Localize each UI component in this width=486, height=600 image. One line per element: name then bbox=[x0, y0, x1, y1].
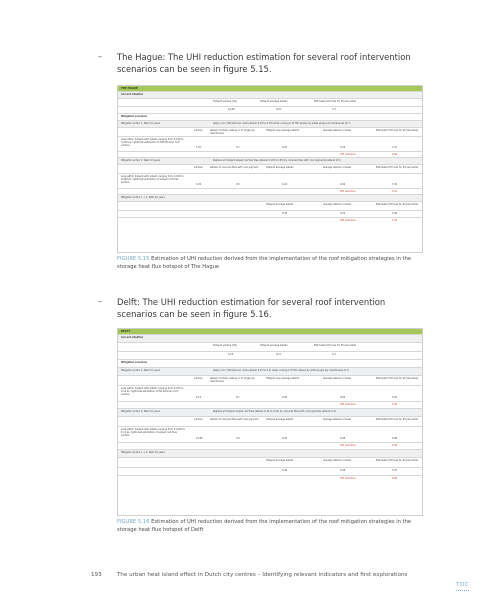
table-row bbox=[118, 127, 422, 136]
section-intro-delft: Delft: The UHI reduction estimation for several roof intervention scenarios can be seen in figure 5.16. bbox=[117, 297, 386, 319]
value-cell: 3.4 bbox=[332, 108, 336, 111]
reduction-value: 0.39 bbox=[392, 403, 398, 406]
table-row bbox=[118, 475, 422, 482]
table-row bbox=[118, 449, 422, 457]
toc-underline bbox=[456, 590, 469, 591]
value-cell: 3.97 bbox=[392, 469, 398, 472]
table-row bbox=[118, 217, 422, 223]
reduction-value: 0.34 bbox=[392, 444, 398, 447]
header-cell: Estimated UHI max for 95 percentile bbox=[376, 166, 418, 169]
table-row bbox=[118, 442, 422, 449]
header-cell: Estimated UHI max for 95 percentile bbox=[376, 377, 418, 380]
reduction-label: UHI reduction bbox=[340, 219, 356, 222]
table-row bbox=[118, 106, 422, 113]
value-cell: 44.48 bbox=[228, 108, 235, 111]
value-cell: 0.19 bbox=[340, 212, 346, 215]
row-label: Mitigation action 2: Next 10 years bbox=[121, 410, 160, 413]
bullet-dash: – bbox=[98, 296, 103, 306]
figure-caption bbox=[117, 518, 427, 534]
value-cell: 0.20 bbox=[282, 396, 288, 399]
header-cell: Hotspot average albedo bbox=[266, 459, 294, 462]
reduction-value: 0.85 bbox=[392, 477, 398, 480]
row-label: Mitigation action 1 + 2: Next 10 years bbox=[121, 451, 165, 454]
table-row bbox=[118, 201, 422, 210]
row-description: Replace all hotspot sloped roof tiles (albedo 0.14 to 0.22) by coloured tiles with cool pigments (albedo 0.5) bbox=[213, 410, 336, 413]
header-cell: Hotspot average albedo bbox=[266, 166, 294, 169]
header-cell: surface bbox=[194, 377, 203, 380]
header-cell: Estimated UHI max for 95 percentile bbox=[376, 418, 418, 421]
header-cell: surface bbox=[194, 418, 203, 421]
header-cell: Hotspot average albedo bbox=[260, 100, 288, 103]
row-label: Mitigation action 1: Next 10 years bbox=[121, 122, 160, 125]
value-cell: 4.3 bbox=[332, 353, 336, 356]
value-cell: 3.86 bbox=[392, 437, 398, 440]
row-label: Current situation bbox=[121, 93, 144, 96]
row-label: Area within hotspot with albedo ranging from 0.145 to 0.216 as 'rightmost estimation of flat bitumen roof' surface bbox=[121, 138, 184, 147]
header-cell: Estimated UHI max for 95 percentile bbox=[314, 344, 356, 347]
table-row bbox=[118, 157, 422, 164]
table-row bbox=[118, 408, 422, 416]
header-cell: Hotspot average albedo bbox=[266, 203, 294, 206]
caption-label: FIGURE 5.16 bbox=[117, 519, 150, 525]
header-cell: Estimated UHI max for 95 percentile bbox=[314, 100, 356, 103]
header-cell: Estimated UHI max for 95 percentile bbox=[376, 459, 418, 462]
row-label: Area within hotspot with albedo ranging from 0.196 to 0.228 as 'rightmost estimation of sloped roof tiles' surface bbox=[121, 175, 184, 184]
row-label: Mitigation scenarios bbox=[121, 115, 148, 118]
header-cell: Estimated UHI max for 95 percentile bbox=[376, 203, 418, 206]
figure-table-the-hague bbox=[117, 85, 423, 253]
value-cell: 0.7 bbox=[236, 146, 240, 149]
table-row bbox=[118, 359, 422, 367]
caption-text: Estimation of UHI reduction derived from the implementation of the roof mitigation strategies in the storage heat flux hotspot of Delft bbox=[117, 519, 412, 533]
reduction-label: UHI reduction bbox=[340, 153, 356, 156]
reduction-label: UHI reduction bbox=[340, 403, 356, 406]
header-cell: albedo of coloured tiles with cool pigment bbox=[210, 418, 259, 421]
value-cell: 0.04 bbox=[340, 183, 346, 186]
table-row bbox=[118, 334, 422, 342]
row-label: Area within hotspot with albedo ranging from 0.1205 to 0.14 as 'rightmost estimation of sloped roof tiles' surface bbox=[121, 428, 185, 437]
value-cell: 0.5 bbox=[236, 183, 240, 186]
header-cell: albedo of white coating or of single ply membranes bbox=[210, 377, 255, 383]
value-cell: 0.40 bbox=[282, 469, 288, 472]
value-cell: 13.2 bbox=[196, 396, 202, 399]
row-description: Replace all hotspot sloped roof top tiles (albedo 0.18 to 0.25) by coloured tiles with cool pigments (albedo 0.5) bbox=[213, 159, 341, 162]
caption-text: Estimation of UHI reduction derived from the implementation of the roof mitigation strategies in the storage heat flux hotspot of The Hague bbox=[117, 256, 412, 270]
value-cell: 15.8 bbox=[228, 353, 234, 356]
reduction-value: 0.11 bbox=[392, 190, 398, 193]
header-cell: Hotspot surface (Ha) bbox=[213, 344, 237, 347]
table-row bbox=[118, 342, 422, 351]
figure-caption bbox=[117, 255, 427, 271]
header-cell: Average albedo increase bbox=[323, 129, 352, 132]
value-cell: 0.21 bbox=[276, 108, 282, 111]
header-cell: Estimated UHI max for 95 percentile bbox=[376, 129, 418, 132]
header-cell: surface bbox=[194, 166, 203, 169]
header-cell: albedo of coloured tiles with cool pigment bbox=[210, 166, 259, 169]
section-intro-the-hague: The Hague: The UHI reduction estimation for several roof intervention scenarios can be seen in figure 5.15. bbox=[117, 52, 411, 74]
table-row bbox=[118, 136, 422, 151]
page-number: 193 bbox=[91, 572, 102, 578]
table-title: THE HAGUE bbox=[121, 87, 138, 90]
table-row bbox=[118, 401, 422, 408]
table-row bbox=[118, 98, 422, 106]
value-cell: 3.32 bbox=[392, 183, 398, 186]
header-cell: Hotspot average albedo bbox=[260, 344, 288, 347]
header-cell: Hotspot surface (Ha) bbox=[213, 100, 237, 103]
table-row bbox=[118, 426, 422, 442]
table-row bbox=[118, 113, 422, 120]
value-cell: 0.17 bbox=[276, 353, 282, 356]
table-row bbox=[118, 375, 422, 385]
header-cell: albedo of white coating or of single ply membranes bbox=[210, 129, 255, 135]
table-row bbox=[118, 416, 422, 426]
table-row bbox=[118, 457, 422, 467]
row-label: Current situation bbox=[121, 336, 144, 339]
value-cell: 0.24 bbox=[282, 183, 288, 186]
header-cell: Average albedo increase bbox=[323, 459, 352, 462]
reduction-label: UHI reduction bbox=[340, 444, 356, 447]
header-cell: Average albedo increase bbox=[323, 166, 352, 169]
table-row bbox=[118, 91, 422, 98]
header-cell: Average albedo increase bbox=[323, 418, 352, 421]
running-footer: The urban heat island effect in Dutch city centres – Identifying relevant indicators and first explorations bbox=[117, 572, 408, 578]
value-cell: 0.20 bbox=[282, 437, 288, 440]
table-row bbox=[118, 367, 422, 375]
table-row bbox=[118, 194, 422, 201]
table-row bbox=[118, 385, 422, 401]
value-cell: 0.5 bbox=[236, 437, 240, 440]
reduction-value: 1.05 bbox=[392, 219, 398, 222]
bullet-dash: – bbox=[98, 51, 103, 61]
table-title: DELFT bbox=[121, 330, 131, 333]
figure-table-delft bbox=[117, 328, 423, 516]
value-cell: 0.19 bbox=[340, 146, 346, 149]
value-cell: 0.18 bbox=[340, 469, 346, 472]
reduction-label: UHI reduction bbox=[340, 190, 356, 193]
reduction-value: 0.09 bbox=[392, 153, 398, 156]
header-cell: Hotspot new average albedo bbox=[266, 377, 300, 380]
row-label: Mitigation action 2: Next 10 years bbox=[121, 159, 160, 162]
caption-label: FIGURE 5.15 bbox=[117, 256, 150, 262]
value-cell: 2.99 bbox=[392, 212, 398, 215]
value-cell: 1.97 bbox=[196, 146, 202, 149]
value-cell: 0.7 bbox=[236, 396, 240, 399]
value-cell: 3.25 bbox=[196, 183, 202, 186]
value-cell: 21.80 bbox=[196, 437, 203, 440]
row-description: Apply cool / flat bitumen roofs (albedo 0.43 to 0.35) while cooling 0.75 HR replace by white single ply membranes (0.7) bbox=[213, 122, 351, 125]
table-row bbox=[118, 120, 422, 127]
row-description: Apply cool / flat bitumen roofs (albedo 0.07 to 0.5) while cooling 0.75 HR replace by white single ply membranes (0.7) bbox=[213, 369, 350, 372]
row-label: Mitigation scenarios bbox=[121, 361, 148, 364]
value-cell: 0.09 bbox=[340, 396, 346, 399]
value-cell: 0.23 bbox=[282, 146, 288, 149]
row-label: Mitigation action 1: Next 10 years bbox=[121, 369, 160, 372]
header-cell: surface bbox=[194, 129, 203, 132]
row-label: Mitigation action 1 + 2: Next 10 years bbox=[121, 196, 165, 199]
table-row bbox=[118, 467, 422, 475]
header-cell: Average albedo increase bbox=[323, 203, 352, 206]
table-row bbox=[118, 351, 422, 359]
toc-link[interactable]: TOC bbox=[456, 582, 469, 588]
row-label: Area within hotspot with albedo ranging from 0.075 to 0.14 as 'rightmost estimation of flat bitumen roof' surface bbox=[121, 387, 184, 396]
table-row bbox=[118, 173, 422, 188]
value-cell: 3.91 bbox=[392, 396, 398, 399]
table-row bbox=[118, 210, 422, 217]
value-cell: 3.31 bbox=[392, 146, 398, 149]
value-cell: 0.08 bbox=[340, 437, 346, 440]
table-row bbox=[118, 164, 422, 173]
header-cell: Average albedo increase bbox=[323, 377, 352, 380]
header-cell: Hotspot average albedo bbox=[266, 418, 294, 421]
value-cell: 0.29 bbox=[282, 212, 288, 215]
header-cell: Hotspot new average albedo bbox=[266, 129, 300, 132]
reduction-label: UHI reduction bbox=[340, 477, 356, 480]
